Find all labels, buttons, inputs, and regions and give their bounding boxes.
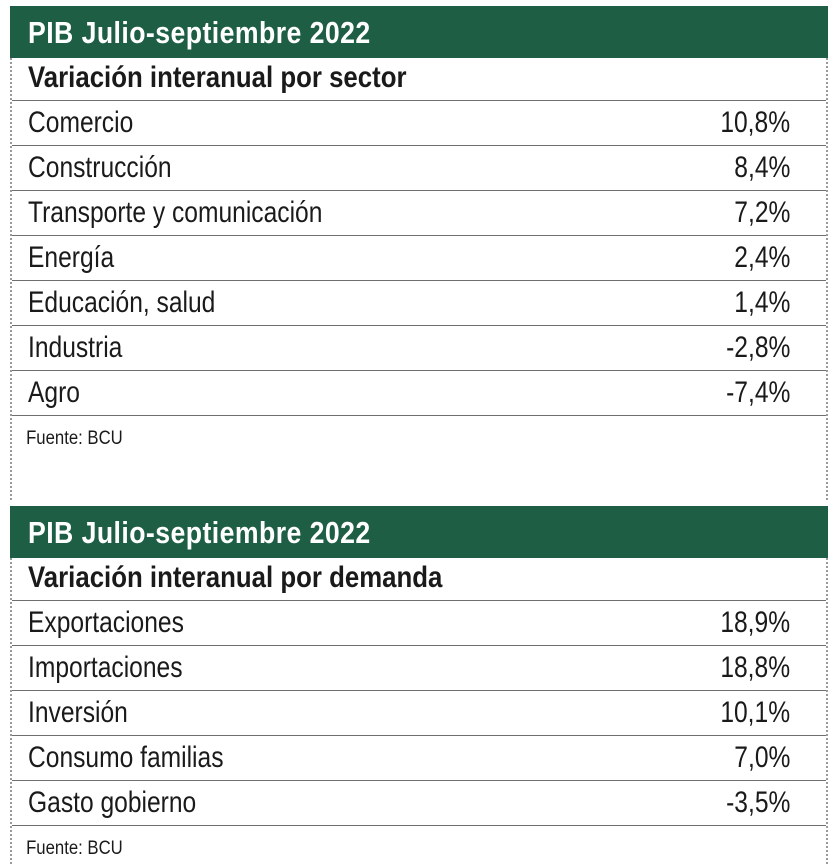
- row-value: 18,8%: [720, 651, 790, 684]
- demand-table-subtitle: [12, 558, 826, 601]
- row-value: -7,4%: [725, 376, 790, 409]
- row-label: Comercio: [28, 106, 134, 139]
- row-value: 10,1%: [720, 696, 790, 729]
- sector-table: [10, 6, 828, 500]
- table-row: [12, 736, 826, 781]
- row-value: -3,5%: [725, 786, 790, 819]
- sector-table-source: Fuente: BCU: [26, 428, 123, 449]
- row-value: 18,9%: [720, 606, 790, 639]
- sector-table-subtitle-text: Variación interanual por sector: [28, 61, 407, 94]
- sector-table-subtitle: [12, 58, 826, 101]
- row-label: Importaciones: [28, 651, 183, 684]
- row-label: Inversión: [28, 696, 128, 729]
- demand-table-title-text: PIB Julio-septiembre 2022: [28, 515, 371, 550]
- row-value: 7,0%: [733, 741, 790, 774]
- row-label: Energía: [28, 241, 115, 274]
- table-row: [12, 601, 826, 646]
- table-row: [12, 236, 826, 281]
- demand-table-subtitle-text: Variación interanual por demanda: [28, 561, 443, 594]
- table-row: [12, 646, 826, 691]
- row-value: 2,4%: [733, 241, 790, 274]
- table-row: [12, 101, 826, 146]
- row-value: -2,8%: [725, 331, 790, 364]
- demand-table-source: Fuente: BCU: [26, 838, 123, 859]
- table-row: [12, 371, 826, 416]
- table-row: [12, 191, 826, 236]
- sector-table-title: [10, 6, 828, 58]
- row-value: 7,2%: [733, 196, 790, 229]
- row-label: Construcción: [28, 151, 172, 184]
- demand-table-title: [10, 506, 828, 558]
- table-row: [12, 146, 826, 191]
- row-label: Consumo familias: [28, 741, 224, 774]
- table-row: [12, 691, 826, 736]
- row-value: 10,8%: [720, 106, 790, 139]
- row-value: 1,4%: [733, 286, 790, 319]
- table-row: [12, 281, 826, 326]
- sector-table-rows: [12, 101, 826, 416]
- row-label: Gasto gobierno: [28, 786, 197, 819]
- demand-table-rows: [12, 601, 826, 826]
- table-row: [12, 326, 826, 371]
- row-label: Agro: [28, 376, 80, 409]
- demand-table: [10, 506, 828, 864]
- row-label: Educación, salud: [28, 286, 216, 319]
- row-label: Exportaciones: [28, 606, 184, 639]
- table-row: [12, 781, 826, 826]
- sector-table-title-text: PIB Julio-septiembre 2022: [28, 15, 371, 50]
- row-value: 8,4%: [733, 151, 790, 184]
- row-label: Industria: [28, 331, 123, 364]
- row-label: Transporte y comunicación: [28, 196, 323, 229]
